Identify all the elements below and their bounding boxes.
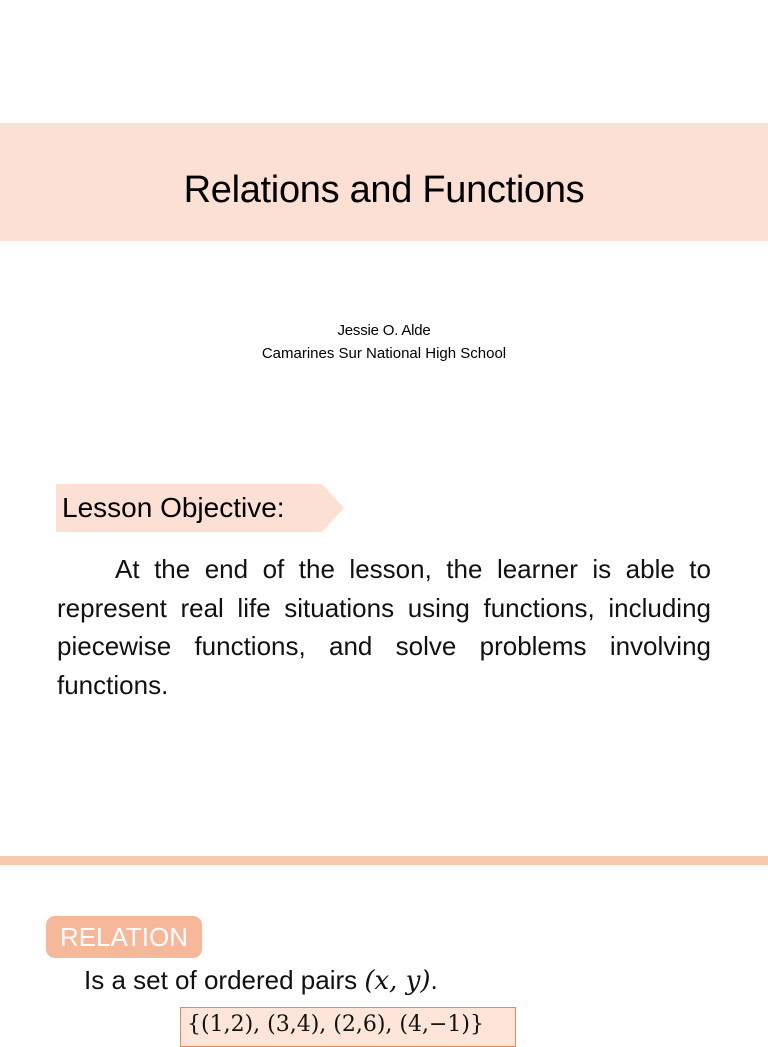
relation-badge-label: RELATION [59,922,189,952]
relation-example-box [180,1007,516,1047]
relation-definition-text: Is a set of ordered pairs [84,965,365,995]
relation-example-set: {(1,2), (3,4), (2,6), (4,−1)} [187,1012,484,1037]
slide-title: Relations and Functions [183,169,585,211]
relation-badge [46,916,202,958]
relation-definition-period: . [430,965,438,995]
relation-definition-math: (x, y) [364,966,431,996]
lesson-objective-tag [56,484,344,532]
author-name: Jessie O. Alde [337,322,431,339]
lesson-objective-text: At the end of the lesson, the learner is able to represent real life situations using functions, including piecewise functions, and solve problems involving functions. [57,554,711,700]
lesson-objective-heading: Lesson Objective: [62,492,285,523]
slide-divider [0,856,768,865]
relation-definition [84,960,438,1001]
school-name: Camarines Sur National High School [261,345,507,362]
